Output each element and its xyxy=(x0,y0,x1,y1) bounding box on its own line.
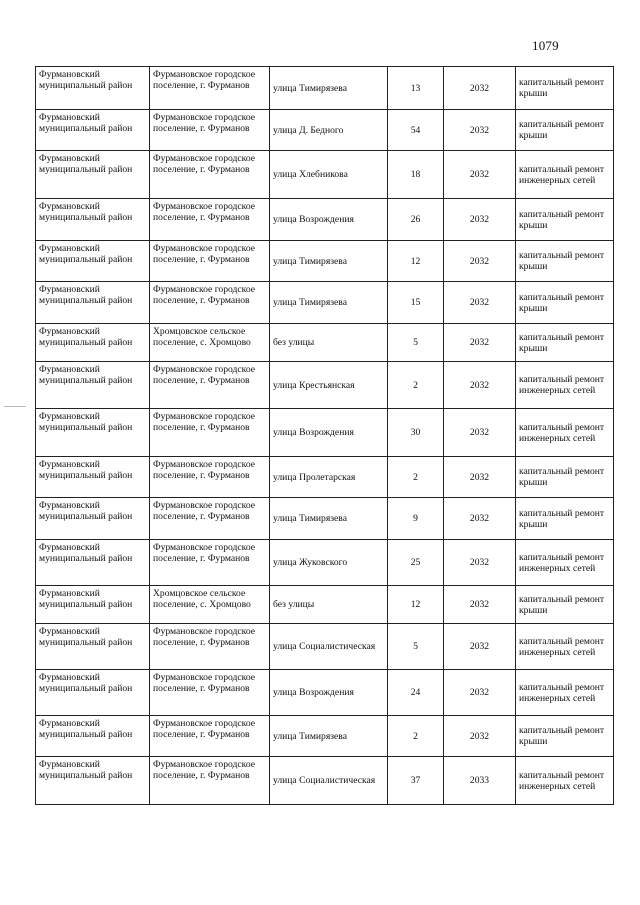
year-cell: 2032 xyxy=(444,110,516,151)
table-row xyxy=(36,199,614,241)
repair-schedule-table xyxy=(35,66,614,805)
table-row xyxy=(36,540,614,586)
table-row xyxy=(36,498,614,540)
year-cell: 2032 xyxy=(444,409,516,457)
street-cell: без улицы xyxy=(270,324,388,362)
work-type-cell: капитальный ремонт крыши xyxy=(516,324,614,362)
settlement-cell: Фурмановское городское поселение, г. Фурманов xyxy=(150,110,270,151)
year-cell: 2032 xyxy=(444,282,516,324)
work-type-cell: капитальный ремонт инженерных сетей xyxy=(516,670,614,716)
house-number-cell: 15 xyxy=(388,282,444,324)
work-type-cell: капитальный ремонт крыши xyxy=(516,241,614,282)
year-cell: 2032 xyxy=(444,457,516,498)
street-cell: улица Д. Бедного xyxy=(270,110,388,151)
table-row xyxy=(36,409,614,457)
page-number: 1079 xyxy=(532,38,559,53)
work-type-cell: капитальный ремонт крыши xyxy=(516,716,614,757)
work-type-cell: капитальный ремонт крыши xyxy=(516,498,614,540)
house-number-cell: 26 xyxy=(388,199,444,241)
street-cell: улица Тимирязева xyxy=(270,498,388,540)
house-number-cell: 12 xyxy=(388,586,444,624)
table-row xyxy=(36,282,614,324)
street-cell: улица Хлебникова xyxy=(270,151,388,199)
table-row xyxy=(36,324,614,362)
work-type-cell: капитальный ремонт крыши xyxy=(516,282,614,324)
house-number-cell: 37 xyxy=(388,757,444,805)
table-row xyxy=(36,586,614,624)
district-cell: Фурмановский муниципальный район xyxy=(36,324,150,362)
district-cell: Фурмановский муниципальный район xyxy=(36,241,150,282)
street-cell: улица Тимирязева xyxy=(270,282,388,324)
district-cell: Фурмановский муниципальный район xyxy=(36,624,150,670)
district-cell: Фурмановский муниципальный район xyxy=(36,67,150,110)
settlement-cell: Фурмановское городское поселение, г. Фурманов xyxy=(150,362,270,409)
house-number-cell: 2 xyxy=(388,362,444,409)
settlement-cell: Фурмановское городское поселение, г. Фурманов xyxy=(150,624,270,670)
table-row xyxy=(36,362,614,409)
table-row xyxy=(36,457,614,498)
work-type-cell: капитальный ремонт инженерных сетей xyxy=(516,409,614,457)
settlement-cell: Фурмановское городское поселение, г. Фурманов xyxy=(150,67,270,110)
house-number-cell: 30 xyxy=(388,409,444,457)
house-number-cell: 9 xyxy=(388,498,444,540)
settlement-cell: Фурмановское городское поселение, г. Фурманов xyxy=(150,241,270,282)
district-cell: Фурмановский муниципальный район xyxy=(36,716,150,757)
district-cell: Фурмановский муниципальный район xyxy=(36,282,150,324)
work-type-cell: капитальный ремонт крыши xyxy=(516,457,614,498)
street-cell: улица Тимирязева xyxy=(270,716,388,757)
settlement-cell: Фурмановское городское поселение, г. Фурманов xyxy=(150,498,270,540)
table-row xyxy=(36,716,614,757)
year-cell: 2032 xyxy=(444,67,516,110)
settlement-cell: Фурмановское городское поселение, г. Фурманов xyxy=(150,540,270,586)
table-row xyxy=(36,670,614,716)
district-cell: Фурмановский муниципальный район xyxy=(36,757,150,805)
work-type-cell: капитальный ремонт инженерных сетей xyxy=(516,624,614,670)
house-number-cell: 24 xyxy=(388,670,444,716)
year-cell: 2032 xyxy=(444,199,516,241)
district-cell: Фурмановский муниципальный район xyxy=(36,670,150,716)
settlement-cell: Фурмановское городское поселение, г. Фурманов xyxy=(150,716,270,757)
table-row xyxy=(36,151,614,199)
margin-scan-mark xyxy=(4,406,26,407)
settlement-cell: Фурмановское городское поселение, г. Фурманов xyxy=(150,409,270,457)
work-type-cell: капитальный ремонт крыши xyxy=(516,199,614,241)
settlement-cell: Фурмановское городское поселение, г. Фурманов xyxy=(150,282,270,324)
house-number-cell: 54 xyxy=(388,110,444,151)
table-row xyxy=(36,624,614,670)
house-number-cell: 2 xyxy=(388,716,444,757)
district-cell: Фурмановский муниципальный район xyxy=(36,362,150,409)
district-cell: Фурмановский муниципальный район xyxy=(36,151,150,199)
work-type-cell: капитальный ремонт инженерных сетей xyxy=(516,540,614,586)
year-cell: 2032 xyxy=(444,241,516,282)
street-cell: без улицы xyxy=(270,586,388,624)
work-type-cell: капитальный ремонт крыши xyxy=(516,586,614,624)
street-cell: улица Возрождения xyxy=(270,199,388,241)
year-cell: 2032 xyxy=(444,624,516,670)
street-cell: улица Социалистическая xyxy=(270,757,388,805)
table-row xyxy=(36,67,614,110)
table-body xyxy=(36,67,614,805)
year-cell: 2032 xyxy=(444,498,516,540)
district-cell: Фурмановский муниципальный район xyxy=(36,409,150,457)
house-number-cell: 13 xyxy=(388,67,444,110)
district-cell: Фурмановский муниципальный район xyxy=(36,540,150,586)
work-type-cell: капитальный ремонт крыши xyxy=(516,110,614,151)
settlement-cell: Фурмановское городское поселение, г. Фурманов xyxy=(150,151,270,199)
settlement-cell: Фурмановское городское поселение, г. Фурманов xyxy=(150,757,270,805)
year-cell: 2033 xyxy=(444,757,516,805)
settlement-cell: Фурмановское городское поселение, г. Фурманов xyxy=(150,670,270,716)
year-cell: 2032 xyxy=(444,670,516,716)
settlement-cell: Фурмановское городское поселение, г. Фурманов xyxy=(150,457,270,498)
table-row xyxy=(36,757,614,805)
work-type-cell: капитальный ремонт инженерных сетей xyxy=(516,757,614,805)
year-cell: 2032 xyxy=(444,151,516,199)
year-cell: 2032 xyxy=(444,362,516,409)
district-cell: Фурмановский муниципальный район xyxy=(36,199,150,241)
house-number-cell: 2 xyxy=(388,457,444,498)
work-type-cell: капитальный ремонт инженерных сетей xyxy=(516,151,614,199)
year-cell: 2032 xyxy=(444,540,516,586)
district-cell: Фурмановский муниципальный район xyxy=(36,586,150,624)
district-cell: Фурмановский муниципальный район xyxy=(36,457,150,498)
district-cell: Фурмановский муниципальный район xyxy=(36,110,150,151)
house-number-cell: 5 xyxy=(388,624,444,670)
settlement-cell: Хромцовское сельское поселение, с. Хромцово xyxy=(150,324,270,362)
table-row xyxy=(36,110,614,151)
house-number-cell: 5 xyxy=(388,324,444,362)
street-cell: улица Пролетарская xyxy=(270,457,388,498)
work-type-cell: капитальный ремонт крыши xyxy=(516,67,614,110)
street-cell: улица Возрождения xyxy=(270,670,388,716)
street-cell: улица Крестьянская xyxy=(270,362,388,409)
settlement-cell: Хромцовское сельское поселение, с. Хромцово xyxy=(150,586,270,624)
year-cell: 2032 xyxy=(444,324,516,362)
street-cell: улица Тимирязева xyxy=(270,67,388,110)
district-cell: Фурмановский муниципальный район xyxy=(36,498,150,540)
settlement-cell: Фурмановское городское поселение, г. Фурманов xyxy=(150,199,270,241)
house-number-cell: 18 xyxy=(388,151,444,199)
year-cell: 2032 xyxy=(444,586,516,624)
table-row xyxy=(36,241,614,282)
house-number-cell: 12 xyxy=(388,241,444,282)
house-number-cell: 25 xyxy=(388,540,444,586)
work-type-cell: капитальный ремонт инженерных сетей xyxy=(516,362,614,409)
year-cell: 2032 xyxy=(444,716,516,757)
street-cell: улица Социалистическая xyxy=(270,624,388,670)
street-cell: улица Жуковского xyxy=(270,540,388,586)
street-cell: улица Тимирязева xyxy=(270,241,388,282)
street-cell: улица Возрождения xyxy=(270,409,388,457)
